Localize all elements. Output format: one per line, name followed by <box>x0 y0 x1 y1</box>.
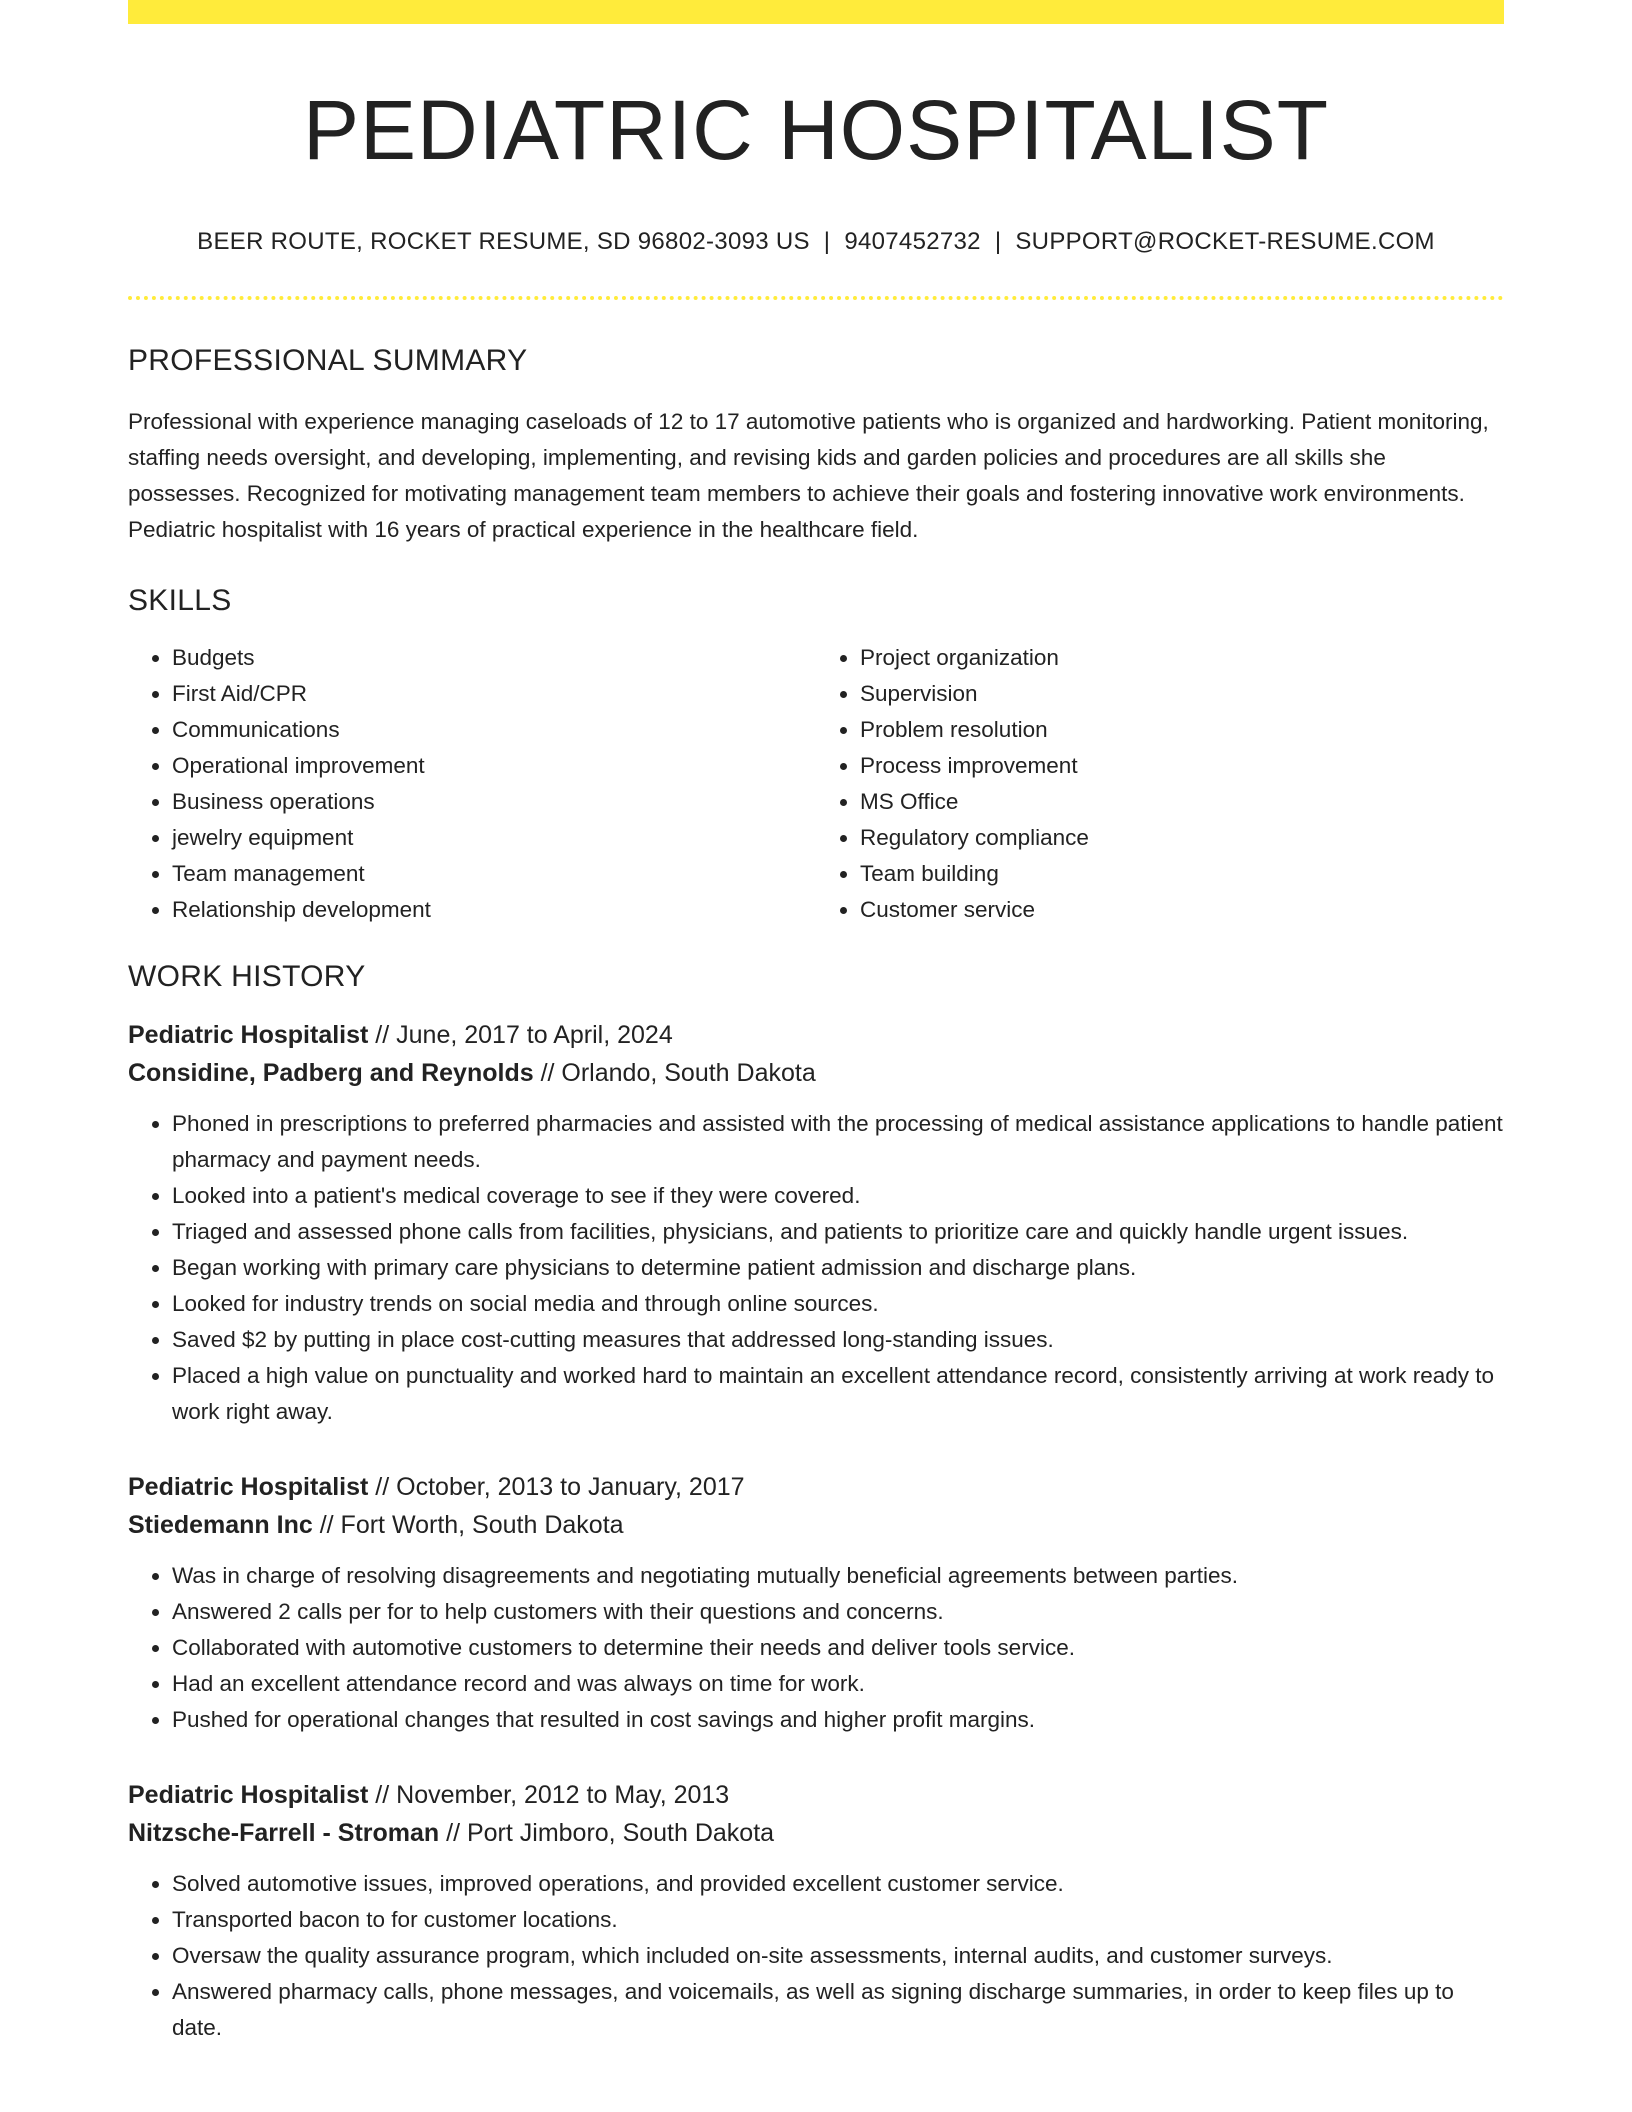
skill-item: • Relationship development <box>172 892 816 928</box>
job-location: // Port Jimboro, South Dakota <box>439 1819 775 1848</box>
duty-item: • Was in charge of resolving disagreements and negotiating mutually beneficial agreements between parties. <box>172 1558 1504 1594</box>
duty-item: • Phoned in prescriptions to preferred pharmacies and assisted with the processing of medical assistance applications to handle patient pharmacy and payment needs. <box>172 1106 1504 1178</box>
job-dates: // November, 2012 to May, 2013 <box>368 1781 730 1810</box>
job-company: Stiedemann Inc <box>128 1511 313 1540</box>
duty-item: • Began working with primary care physicians to determine patient admission and discharge plans. <box>172 1250 1504 1286</box>
skill-item: • Regulatory compliance <box>860 820 1504 856</box>
skill-item: • Supervision <box>860 676 1504 712</box>
accent-top-bar <box>128 0 1504 24</box>
skill-item: • Project organization <box>860 640 1504 676</box>
duty-item: • Answered 2 calls per for to help customers with their questions and concerns. <box>172 1594 1504 1630</box>
job-role: Pediatric Hospitalist <box>128 1473 369 1502</box>
duty-item: • Had an excellent attendance record and was always on time for work. <box>172 1666 1504 1702</box>
skill-item: • First Aid/CPR <box>172 676 816 712</box>
duty-item: • Triaged and assessed phone calls from facilities, physicians, and patients to prioritize care and quickly handle urgent issues. <box>172 1214 1504 1250</box>
duty-item: • Answered pharmacy calls, phone messages, and voicemails, as well as signing discharge summaries, in order to keep files up to date. <box>172 1974 1504 2046</box>
duty-item: • Transported bacon to for customer locations. <box>172 1902 1504 1938</box>
skills-heading: SKILLS <box>128 584 232 618</box>
skill-item: • Problem resolution <box>860 712 1504 748</box>
skill-item: • Business operations <box>172 784 816 820</box>
duty-item: • Saved $2 by putting in place cost-cutting measures that addressed long-standing issues. <box>172 1322 1504 1358</box>
resume-page <box>128 0 1504 2046</box>
job-dates: // October, 2013 to January, 2017 <box>368 1473 745 1502</box>
job-duties <box>128 1106 1504 1430</box>
job-title-line <box>128 1016 1504 1054</box>
summary-text: Professional with experience managing caseloads of 12 to 17 automotive patients who is organized and hardworking. Patient monitoring, staffing needs oversight, and developing, implementing, and revising kids and garden policies and procedures are all skills she possesses. Recognized for motivating management team members to achieve their goals and fostering innovative work environments. Pediatric hospitalist with 16 years of practical experience in the healthcare field. <box>128 409 1489 543</box>
skill-item: • Process improvement <box>860 748 1504 784</box>
duty-item: • Oversaw the quality assurance program, which included on-site assessments, internal audits, and customer surveys. <box>172 1938 1504 1974</box>
job-company: Considine, Padberg and Reynolds <box>128 1059 534 1088</box>
duty-item: • Pushed for operational changes that resulted in cost savings and higher profit margins. <box>172 1702 1504 1738</box>
skill-item: • jewelry equipment <box>172 820 816 856</box>
skill-item: • MS Office <box>860 784 1504 820</box>
dotted-divider <box>128 296 1504 300</box>
contact-line <box>128 228 1504 256</box>
summary-heading: PROFESSIONAL SUMMARY <box>128 344 528 378</box>
duty-item: • Looked into a patient's medical coverage to see if they were covered. <box>172 1178 1504 1214</box>
candidate-name: PEDIATRIC HOSPITALIST <box>302 83 1330 177</box>
job-company-line <box>128 1814 1504 1852</box>
duty-item: • Collaborated with automotive customers to determine their needs and deliver tools service. <box>172 1630 1504 1666</box>
job-duties <box>128 1558 1504 1738</box>
skill-item: • Team management <box>172 856 816 892</box>
job-company-line <box>128 1054 1504 1092</box>
duty-item: • Placed a high value on punctuality and worked hard to maintain an excellent attendance record, consistently arriving at work ready to work right away. <box>172 1358 1504 1430</box>
skill-item: • Communications <box>172 712 816 748</box>
job-location: // Orlando, South Dakota <box>533 1059 816 1088</box>
job-dates: // June, 2017 to April, 2024 <box>368 1021 673 1050</box>
job-location: // Fort Worth, South Dakota <box>312 1511 624 1540</box>
work-history-heading: WORK HISTORY <box>128 960 366 994</box>
job-entry <box>128 1016 1504 1430</box>
contact-phone[interactable]: 9407452732 <box>844 228 981 256</box>
contact-email[interactable]: SUPPORT@ROCKET-RESUME.COM <box>1015 228 1435 256</box>
skills-column-right <box>816 640 1504 928</box>
job-role: Pediatric Hospitalist <box>128 1781 369 1810</box>
skills-list <box>128 640 1504 928</box>
contact-address: BEER ROUTE, ROCKET RESUME, SD 96802-3093 US <box>197 228 810 256</box>
skill-item: • Budgets <box>172 640 816 676</box>
job-company: Nitzsche-Farrell - Stroman <box>128 1819 440 1848</box>
contact-separator: | <box>823 228 831 256</box>
job-title-line <box>128 1776 1504 1814</box>
job-role: Pediatric Hospitalist <box>128 1021 369 1050</box>
job-title-line <box>128 1468 1504 1506</box>
duty-item: • Solved automotive issues, improved operations, and provided excellent customer service. <box>172 1866 1504 1902</box>
job-entry <box>128 1468 1504 1738</box>
job-company-line <box>128 1506 1504 1544</box>
job-entry <box>128 1776 1504 2046</box>
skill-item: • Team building <box>860 856 1504 892</box>
contact-separator: | <box>994 228 1002 256</box>
skills-column-left <box>128 640 816 928</box>
job-duties <box>128 1866 1504 2046</box>
skill-item: • Operational improvement <box>172 748 816 784</box>
duty-item: • Looked for industry trends on social media and through online sources. <box>172 1286 1504 1322</box>
skill-item: • Customer service <box>860 892 1504 928</box>
